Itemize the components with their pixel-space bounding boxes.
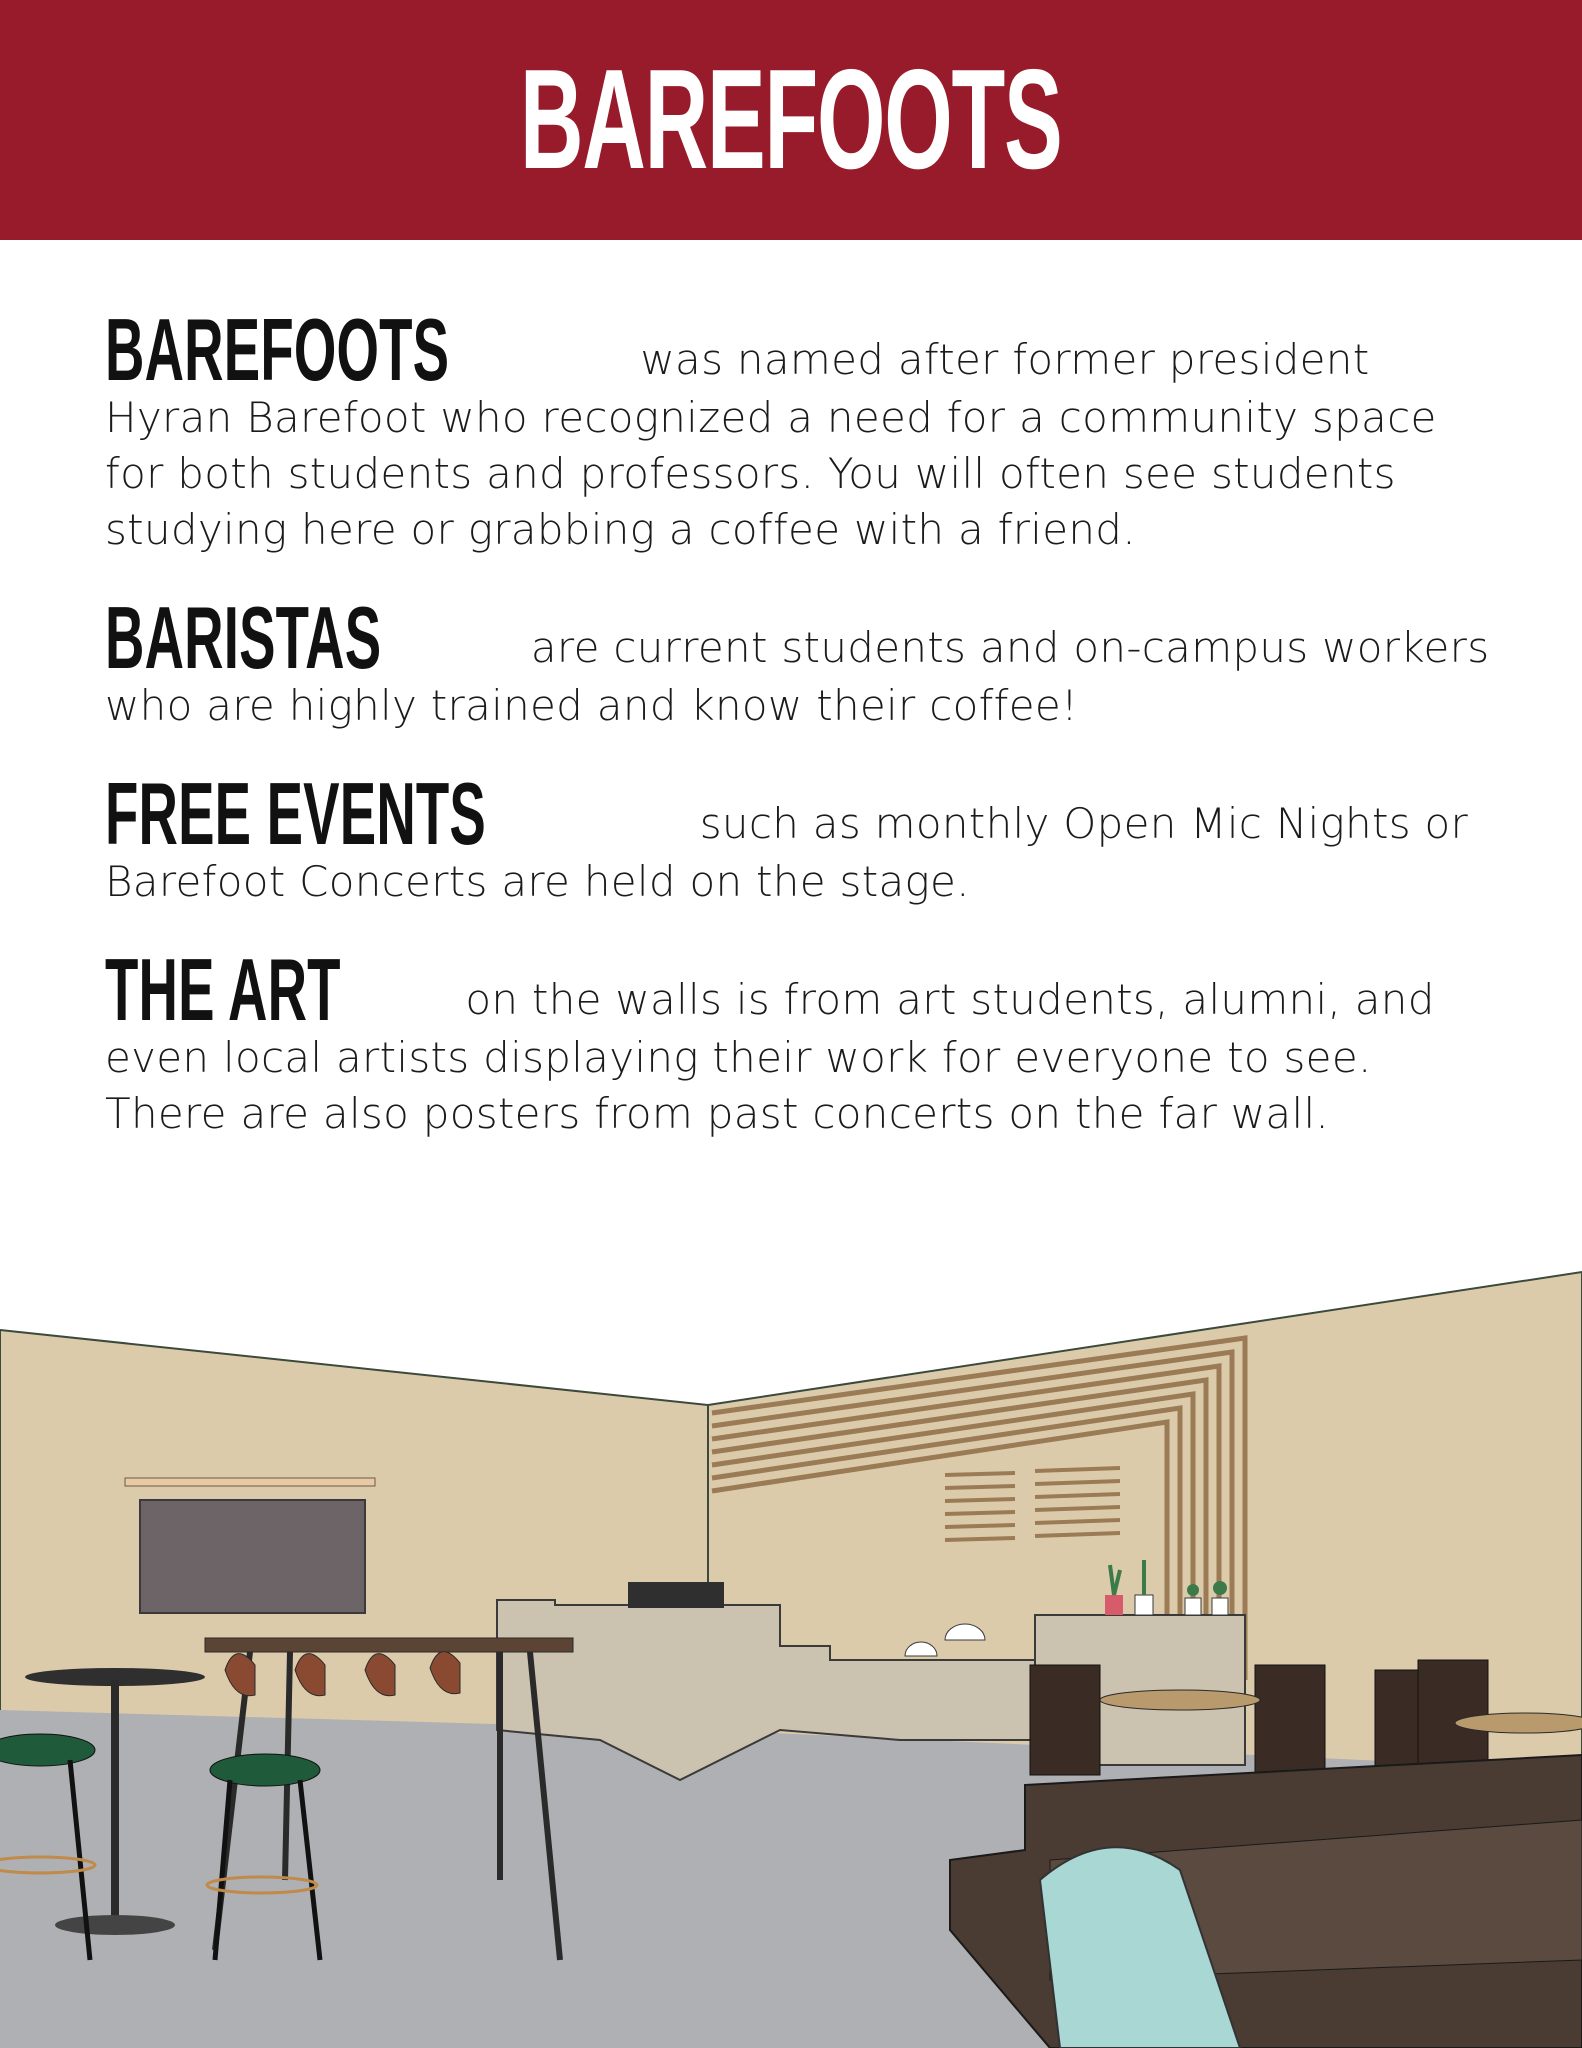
cafe-table (1100, 1690, 1260, 1710)
section-lead: BARISTAS (105, 588, 382, 687)
section-lead: FREE EVENTS (105, 764, 487, 863)
section-text: such as monthly Open Mic Nights or Barefoot Concerts are held on the stage. (105, 799, 1469, 906)
dark-chairs (1030, 1660, 1488, 1780)
section-lead: THE ART (105, 940, 341, 1039)
register (628, 1582, 724, 1608)
section-lead: BAREFOOTS (105, 300, 450, 399)
section-text: on the walls is from art students, alumni, and even local artists displaying their work for everyone to see. There are also posters from past concerts on the far wall. (105, 975, 1435, 1138)
cafe-table (1455, 1713, 1582, 1733)
title-banner (0, 0, 1582, 240)
section-free-events (105, 764, 1505, 910)
section-text: was named after former president Hyran Barefoot who recognized a need for a community space for both students and professors. You will often see students studying here or grabbing a coffee with a friend. (105, 335, 1437, 554)
cafe-interior-illustration (0, 1260, 1582, 2048)
page-title: BAREFOOTS (520, 40, 1062, 199)
section-the-art (105, 940, 1505, 1142)
section-text: are current students and on-campus workers who are highly trained and know their coffee! (105, 623, 1490, 730)
high-table (205, 1638, 573, 1652)
section-barefoots (105, 300, 1505, 558)
wall-tv (140, 1500, 365, 1613)
article-body (105, 300, 1505, 1182)
section-baristas (105, 588, 1505, 734)
tv-shelf (125, 1478, 375, 1486)
